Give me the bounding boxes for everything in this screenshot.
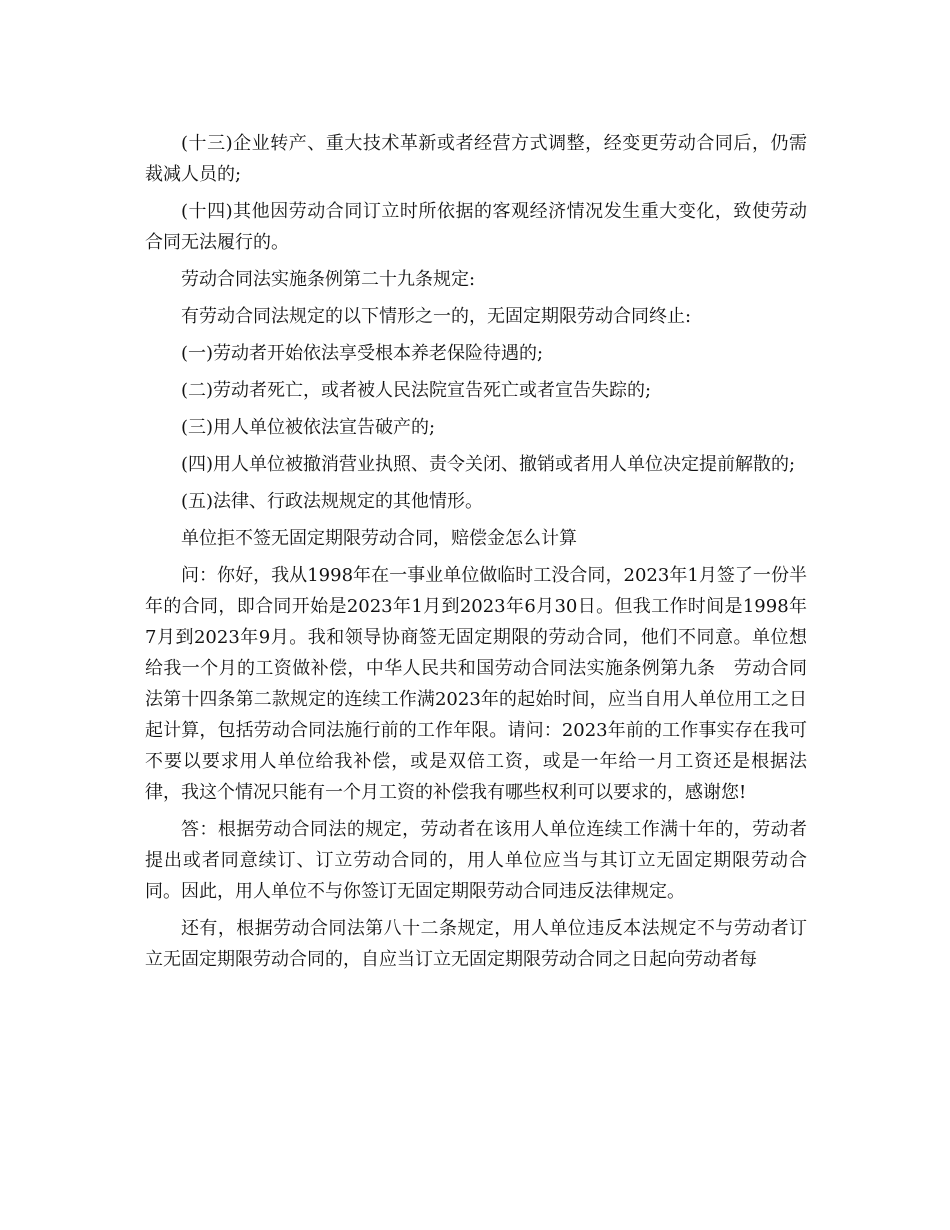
- paragraph-clause-14: (十四)其他因劳动合同订立时所依据的客观经济情况发生重大变化，致使劳动合同无法履行的。: [145, 201, 807, 253]
- paragraph-article-82: 还有，根据劳动合同法第八十二条规定，用人单位违反本法规定不与劳动者订立无固定期限劳动合同的，自应当订立无固定期限劳动合同之日起向劳动者每: [145, 918, 807, 970]
- paragraph-question: 问：你好，我从1998年在一事业单位做临时工没合同，2023年1月签了一份半年的合同，即合同开始是2023年1月到2023年6月30日。但我工作时间是1998年7月到2023年9月。我和领导协商签无固定期限的劳动合同，他们不同意。单位想给我一个月的工资做补偿，中华人民共和国劳动合同法实施条例第九条 劳动合同法第十四条第二款规定的连续工作满2023年的起始时间，应当自用人单位用工之日起计算，包括劳动合同法施行前的工作年限。请问：2023年前的工作事实存在我可不要以要求用人单位给我补偿，或是双倍工资，或是一年给一月工资还是根据法律，我这个情况只能有一个月工资的补偿我有哪些权利可以要求的，感谢您!: [145, 565, 807, 803]
- section-heading: 单位拒不签无固定期限劳动合同，赔偿金怎么计算: [181, 528, 577, 549]
- paragraph-item-4: (四)用人单位被撤消营业执照、责令关闭、撤销或者用人单位决定提前解散的;: [181, 454, 796, 475]
- paragraph-item-5: (五)法律、行政法规规定的其他情形。: [181, 491, 484, 512]
- paragraph-article-29-intro: 劳动合同法实施条例第二十九条规定:: [181, 269, 476, 290]
- paragraph-item-2: (二)劳动者死亡，或者被人民法院宣告死亡或者宣告失踪的;: [181, 380, 652, 401]
- paragraph-answer: 答：根据劳动合同法的规定，劳动者在该用人单位连续工作满十年的，劳动者提出或者同意续订、订立劳动合同的，用人单位应当与其订立无固定期限劳动合同。因此，用人单位不与你签订无固定期限劳动合同违反法律规定。: [145, 819, 807, 902]
- document-body: [145, 128, 807, 981]
- paragraph-termination-lead: 有劳动合同法规定的以下情形之一的，无固定期限劳动合同终止:: [181, 306, 692, 327]
- paragraph-item-1: (一)劳动者开始依法享受根本养老保险待遇的;: [181, 343, 544, 364]
- paragraph-item-3: (三)用人单位被依法宣告破产的;: [181, 417, 436, 438]
- paragraph-clause-13: (十三)企业转产、重大技术革新或者经营方式调整，经变更劳动合同后，仍需裁减人员的;: [145, 133, 807, 185]
